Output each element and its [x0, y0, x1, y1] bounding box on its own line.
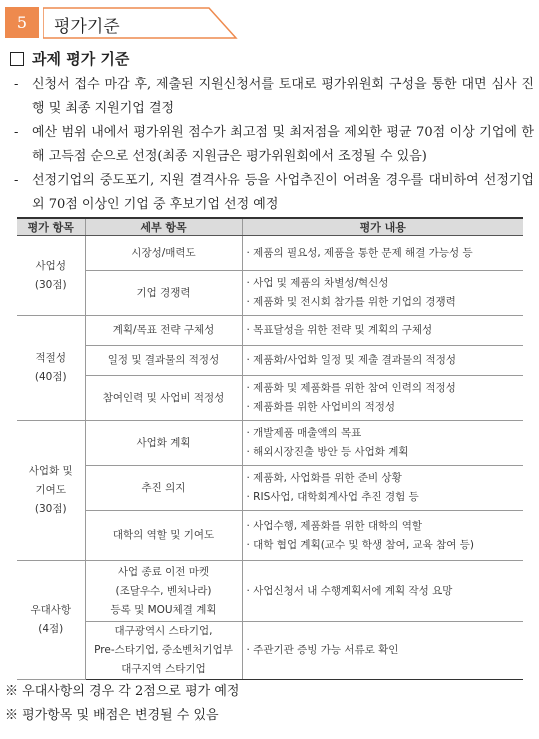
sub-item-line: (조달우수, 벤처나라)	[115, 584, 212, 597]
category-cell	[17, 236, 85, 316]
sub-item-cell	[85, 466, 242, 511]
category-cell	[17, 561, 85, 680]
table-row	[17, 466, 523, 511]
table-row	[17, 316, 523, 346]
section-title-box	[43, 7, 238, 39]
table-row	[17, 421, 523, 466]
category-line: (30점)	[34, 503, 67, 515]
content-cell	[242, 376, 523, 421]
note: ※ 평가항목 및 배점은 변경될 수 있음	[5, 708, 219, 723]
sub-item-cell	[85, 421, 242, 466]
bullet-list	[14, 73, 534, 217]
table-row	[17, 376, 523, 421]
table-row	[17, 346, 523, 376]
content-line: · RIS사업, 대학회계사업 추진 경험 등	[246, 491, 419, 503]
sub-item-line: 대학의 역할 및 기여도	[112, 529, 215, 541]
content-cell	[242, 421, 523, 466]
content-line: · 제품화, 사업화를 위한 준비 상황	[246, 472, 402, 484]
sub-item-cell	[85, 346, 242, 376]
content-line: · 대학 협업 계획(교수 및 학생 참여, 교육 참여 등)	[246, 538, 474, 551]
sub-item-line: 시장성/매력도	[131, 246, 196, 259]
bullet-item: - 예산 범위 내에서 평가위원 점수가 최고점 및 최저점을 제외한 평균 70점 이상 기업에 한해 고득점 순으로 선정(최종 지원금은 평가위원회에서 조정될 수 있음)	[14, 121, 534, 169]
bullet-text: 신청서 접수 마감 후, 제출된 지원신청서를 토대로 평가위원회 구성을 통한 대면 심사 진행 및 최종 지원기업 결정	[32, 77, 534, 116]
content-line: · 목표달성을 위한 전략 및 계획의 구체성	[246, 324, 433, 336]
table-header-row	[17, 218, 523, 236]
table-row	[17, 271, 523, 316]
category-line: 사업성	[35, 259, 66, 272]
sub-item-line: 일정 및 결과물의 적정성	[107, 354, 220, 366]
sub-item-line: 기업 경쟁력	[136, 286, 191, 299]
content-line: · 해외시장진출 방안 등 사업화 계획	[246, 446, 409, 458]
sub-item-cell	[85, 271, 242, 316]
bullet-item: - 선정기업의 중도포기, 지원 결격사유 등을 사업추진이 어려울 경우를 대비하여 선정기업 외 70점 이상인 기업 중 후보기업 선정 예정	[14, 169, 534, 217]
sub-item-cell	[85, 316, 242, 346]
sub-item-line: 추진 의지	[141, 481, 186, 494]
sub-item-line: 사업 종료 이전 마켓	[117, 565, 210, 578]
checkbox-icon	[10, 52, 24, 66]
header-content: 평가 내용	[242, 218, 523, 236]
content-line: · 제품화/사업화 일정 및 제출 결과물의 적정성	[246, 354, 456, 366]
table-row	[17, 511, 523, 561]
evaluation-table	[17, 217, 523, 680]
section-number: 5	[5, 7, 39, 38]
sub-item-cell	[85, 236, 242, 271]
content-line: · 사업신청서 내 수행계획서에 계획 작성 요망	[246, 584, 453, 597]
header-sub-item: 세부 항목	[85, 218, 242, 236]
subheading	[10, 48, 129, 69]
section-title: 평가기준	[54, 17, 120, 37]
table-row	[17, 561, 523, 622]
content-cell	[242, 271, 523, 316]
subheading-text: 과제 평가 기준	[32, 50, 130, 68]
sub-item-line: Pre-스타기업, 중소벤처기업부	[94, 644, 233, 656]
content-line: · 사업 및 제품의 차별성/혁신성	[246, 277, 389, 289]
content-line: · 제품화를 위한 사업비의 적정성	[246, 401, 396, 413]
bullet-text: 선정기업의 중도포기, 지원 결격사유 등을 사업추진이 어려울 경우를 대비하여 선정기업 외 70점 이상인 기업 중 후보기업 선정 예정	[32, 173, 534, 212]
bullet-text: 예산 범위 내에서 평가위원 점수가 최고점 및 최저점을 제외한 평균 70점 이상 기업에 한해 고득점 순으로 선정(최종 지원금은 평가위원회에서 조정될 수 있음)	[32, 125, 534, 164]
sub-item-cell	[85, 511, 242, 561]
sub-item-line: 계획/목표 전략 구체성	[112, 324, 215, 336]
category-line: 사업화 및	[28, 465, 73, 477]
category-line: (4점)	[38, 623, 64, 635]
sub-item-line: 대구광역시 스타기업,	[114, 625, 213, 637]
category-line: (30점)	[34, 278, 67, 291]
sub-item-line: 참여인력 및 사업비 적정성	[102, 391, 225, 404]
table-row	[17, 236, 523, 271]
content-cell	[242, 511, 523, 561]
content-cell	[242, 316, 523, 346]
content-cell	[242, 236, 523, 271]
sub-item-line: 등록 및 MOU체결 계획	[110, 603, 217, 616]
content-cell	[242, 466, 523, 511]
sub-item-cell	[85, 622, 242, 680]
content-line: · 제품의 필요성, 제품을 통한 문제 해결 가능성 등	[246, 246, 473, 259]
bullet-item: - 신청서 접수 마감 후, 제출된 지원신청서를 토대로 평가위원회 구성을 통한 대면 심사 진행 및 최종 지원기업 결정	[14, 73, 534, 121]
category-line: 적절성	[35, 352, 66, 364]
sub-item-cell	[85, 376, 242, 421]
category-line: (40점)	[34, 371, 67, 383]
content-line: · 제품화 및 전시회 참가를 위한 기업의 경쟁력	[246, 296, 456, 308]
content-line: · 제품화 및 제품화를 위한 참여 인력의 적정성	[246, 382, 456, 394]
content-cell	[242, 346, 523, 376]
header-category: 평가 항목	[17, 218, 85, 236]
table-row	[17, 622, 523, 680]
content-line: · 사업수행, 제품화를 위한 대학의 역할	[246, 519, 423, 532]
sub-item-cell	[85, 561, 242, 622]
sub-item-line: 사업화 계획	[136, 436, 191, 449]
note: ※ 우대사항의 경우 각 2점으로 평가 예정	[5, 684, 240, 699]
content-cell	[242, 622, 523, 680]
content-line: · 개발제품 매출액의 목표	[246, 427, 362, 439]
category-cell	[17, 421, 85, 561]
category-cell	[17, 316, 85, 421]
category-line: 기여도	[35, 484, 66, 496]
content-cell	[242, 561, 523, 622]
category-line: 우대사항	[30, 604, 72, 616]
content-line: · 주관기관 증빙 가능 서류로 확인	[246, 644, 399, 656]
sub-item-line: 대구지역 스타기업	[121, 663, 206, 675]
notes	[5, 680, 239, 728]
